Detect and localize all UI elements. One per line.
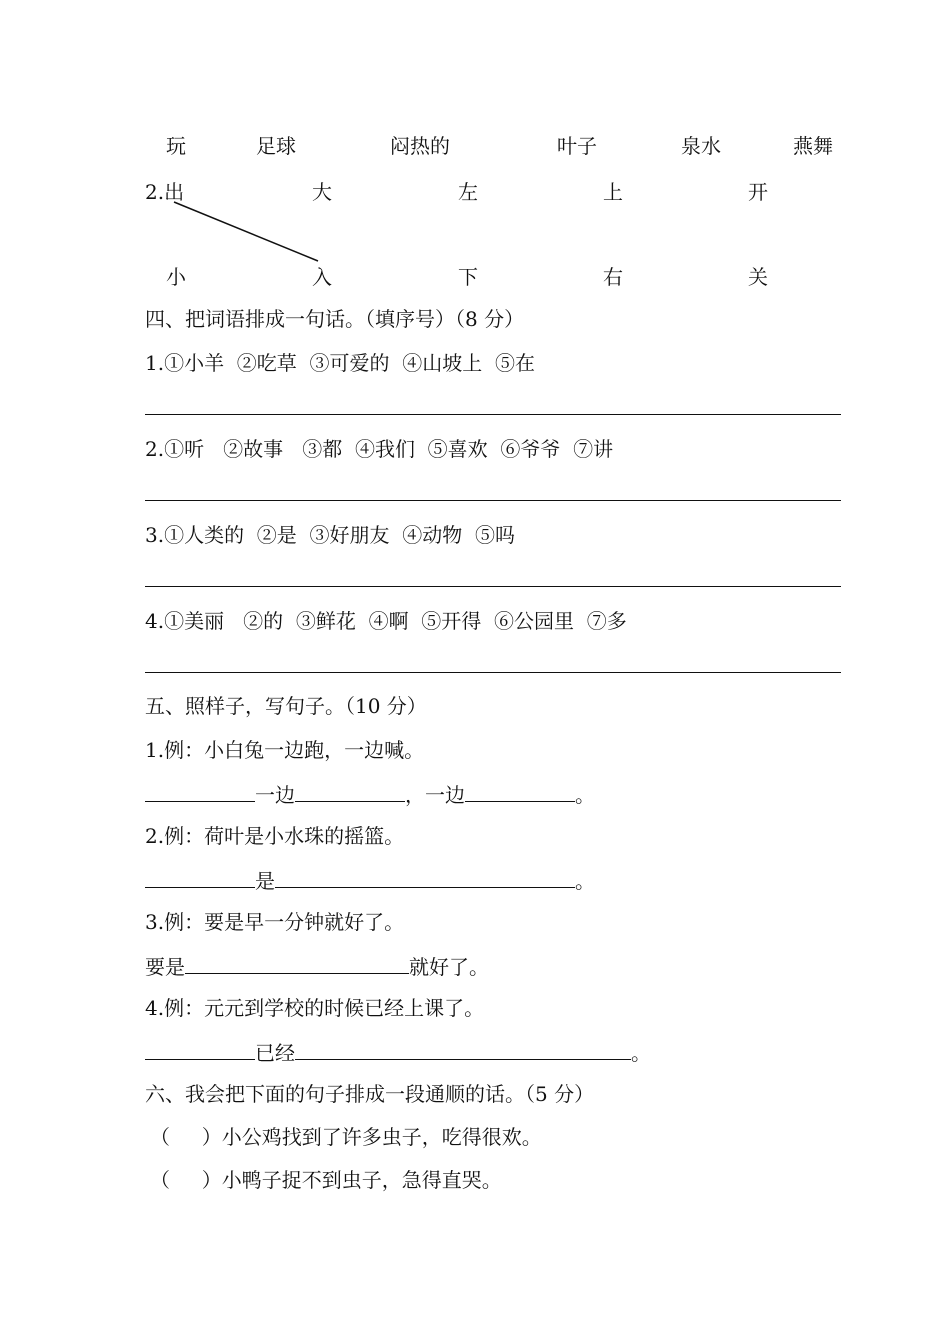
example-4: 4.例：元元到学校的时候已经上课了。: [145, 996, 485, 1020]
example-2: 2.例：荷叶是小水珠的摇篮。: [145, 824, 405, 848]
match-bottom-1: 小: [166, 265, 186, 289]
section4-item-2: 2.①听 ②故事 ③都 ④我们 ⑤喜欢 ⑥爷爷 ⑦讲: [145, 437, 614, 461]
match-bottom-3: 下: [458, 265, 478, 289]
section4-heading: 四、把词语排成一句话。（填序号）（8 分）: [145, 307, 525, 331]
fill-row-4: [145, 1039, 651, 1065]
fill-text-4-end: 。: [631, 1041, 651, 1065]
fill-text-2-end: 。: [575, 869, 595, 893]
section4-item-1: 1.①小羊 ②吃草 ③可爱的 ④山坡上 ⑤在: [145, 351, 535, 375]
section4-item-4: 4.①美丽 ②的 ③鲜花 ④啊 ⑤开得 ⑥公园里 ⑦多: [145, 609, 627, 633]
blank-4a[interactable]: [145, 1039, 255, 1060]
match-bottom-2: 入: [312, 265, 332, 289]
blank-1c[interactable]: [465, 781, 575, 802]
example-1: 1.例：小白兔一边跑，一边喊。: [145, 738, 425, 762]
match-bottom-5: 关: [748, 265, 768, 289]
word-leaf: 叶子: [557, 134, 597, 158]
section6-heading: 六、我会把下面的句子排成一段通顺的话。（5 分）: [145, 1082, 595, 1106]
fill-row-2: [145, 867, 595, 893]
answer-line-4[interactable]: [145, 672, 841, 673]
fill-text-2a: 是: [255, 869, 275, 893]
blank-3a[interactable]: [185, 953, 409, 974]
fill-text-3b: 就好了。: [409, 955, 489, 979]
match-top-1: 2.出: [145, 180, 185, 204]
answer-line-2[interactable]: [145, 500, 841, 501]
fill-text-4a: 已经: [255, 1041, 295, 1065]
blank-1a[interactable]: [145, 781, 255, 802]
order-item-1[interactable]: （ ）小公鸡找到了许多虫子，吃得很欢。: [150, 1125, 542, 1149]
blank-2b[interactable]: [275, 867, 575, 888]
blank-1b[interactable]: [295, 781, 405, 802]
fill-row-1: [145, 781, 595, 807]
match-top-2: 大: [312, 180, 332, 204]
match-top-4: 上: [603, 180, 623, 204]
answer-line-3[interactable]: [145, 586, 841, 587]
word-muggy: 闷热的: [390, 134, 450, 158]
example-3: 3.例：要是早一分钟就好了。: [145, 910, 405, 934]
fill-text-1b: ，一边: [405, 783, 465, 807]
blank-4b[interactable]: [295, 1039, 631, 1060]
fill-text-1-end: 。: [575, 783, 595, 807]
match-connector-line: [0, 0, 950, 300]
order-item-2[interactable]: （ ）小鸭子捉不到虫子，急得直哭。: [150, 1168, 502, 1192]
match-bottom-4: 右: [603, 265, 623, 289]
match-top-3: 左: [458, 180, 478, 204]
section4-item-3: 3.①人类的 ②是 ③好朋友 ④动物 ⑤吗: [145, 523, 515, 547]
word-football: 足球: [256, 134, 296, 158]
word-swallow-dance: 燕舞: [793, 134, 833, 158]
blank-2a[interactable]: [145, 867, 255, 888]
match-top-5: 开: [748, 180, 768, 204]
word-spring-water: 泉水: [681, 134, 721, 158]
section5-heading: 五、照样子，写句子。（10 分）: [145, 694, 427, 718]
answer-line-1[interactable]: [145, 414, 841, 415]
fill-text-3a: 要是: [145, 955, 185, 979]
fill-text-1a: 一边: [255, 783, 295, 807]
word-play: 玩: [166, 134, 186, 158]
fill-row-3: [145, 953, 489, 979]
